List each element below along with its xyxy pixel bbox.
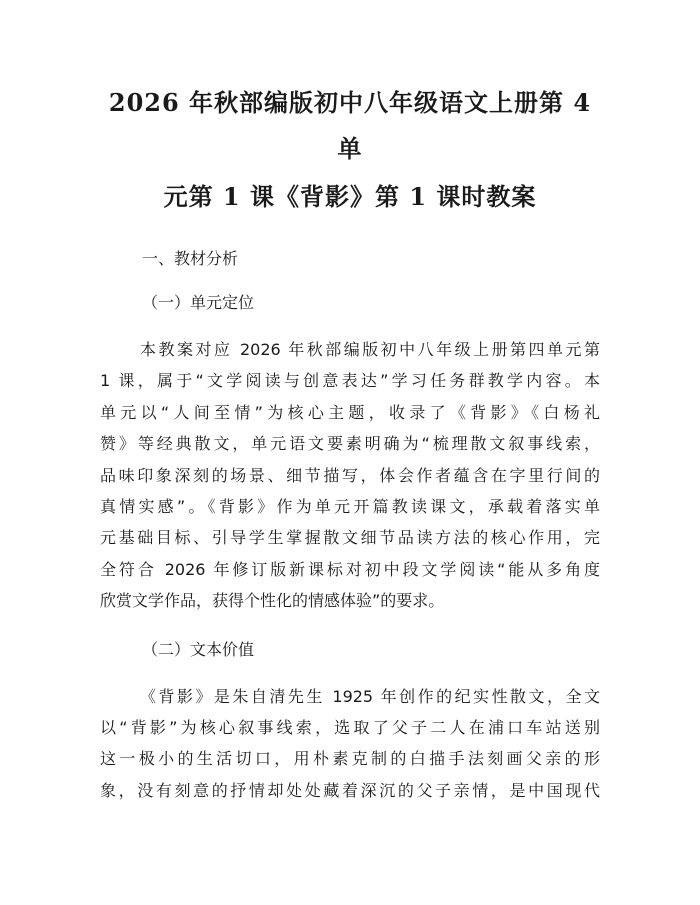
title-line: 元第 1 课《背影》第 1 课时教案 xyxy=(163,182,537,211)
paragraph-line: 真情实感”。《背影》作为单元开篇教读课文，承载着落实单 xyxy=(100,497,600,517)
paragraph-line: 本教案对应 2026 年秋部编版初中八年级上册第四单元第 xyxy=(140,340,600,359)
document-page xyxy=(100,80,600,806)
subsection-heading-text-value: （二）文本价值 xyxy=(142,639,255,659)
paragraph-line: 以“背影”为核心叙事线索，选取了父子二人在浦口车站送别 xyxy=(100,718,600,738)
paragraph-line: 欣赏文学作品，获得个性化的情感体验”的要求。 xyxy=(100,591,445,611)
paragraph-line: 赞》等经典散文，单元语文要素明确为“梳理散文叙事线索， xyxy=(100,434,600,454)
paragraph-line: 单元以“人间至情”为核心主题，收录了《背影》《白杨礼 xyxy=(100,402,600,422)
paragraph-line: 1 课，属于“文学阅读与创意表达”学习任务群教学内容。本 xyxy=(100,371,600,391)
subsection-heading-unit-positioning: （一）单元定位 xyxy=(142,293,255,312)
title-line: 2026 年秋部编版初中八年级语文上册第 4 单 xyxy=(108,88,592,163)
paragraph-line: 品味印象深刻的场景、细节描写，体会作者蕴含在字里行间的 xyxy=(100,465,600,485)
paragraph-unit-positioning xyxy=(100,334,600,617)
paragraph-line: 元基础目标、引导学生掌握散文细节品读方法的核心作用，完 xyxy=(100,528,600,548)
paragraph-line: 全符合 2026 年修订版新课标对初中段文学阅读“能从多角度 xyxy=(100,559,600,579)
document-title xyxy=(100,80,600,220)
paragraph-line: 象，没有刻意的抒情却处处藏着深沉的父子亲情，是中国现代 xyxy=(100,780,600,800)
paragraph-line: 《背影》是朱自清先生 1925 年创作的纪实性散文，全文 xyxy=(140,686,600,706)
section-heading-textbook-analysis: 一、教材分析 xyxy=(142,249,239,268)
paragraph-text-value xyxy=(100,681,600,807)
paragraph-line: 这一极小的生活切口，用朴素克制的白描手法刻画父亲的形 xyxy=(100,749,600,769)
